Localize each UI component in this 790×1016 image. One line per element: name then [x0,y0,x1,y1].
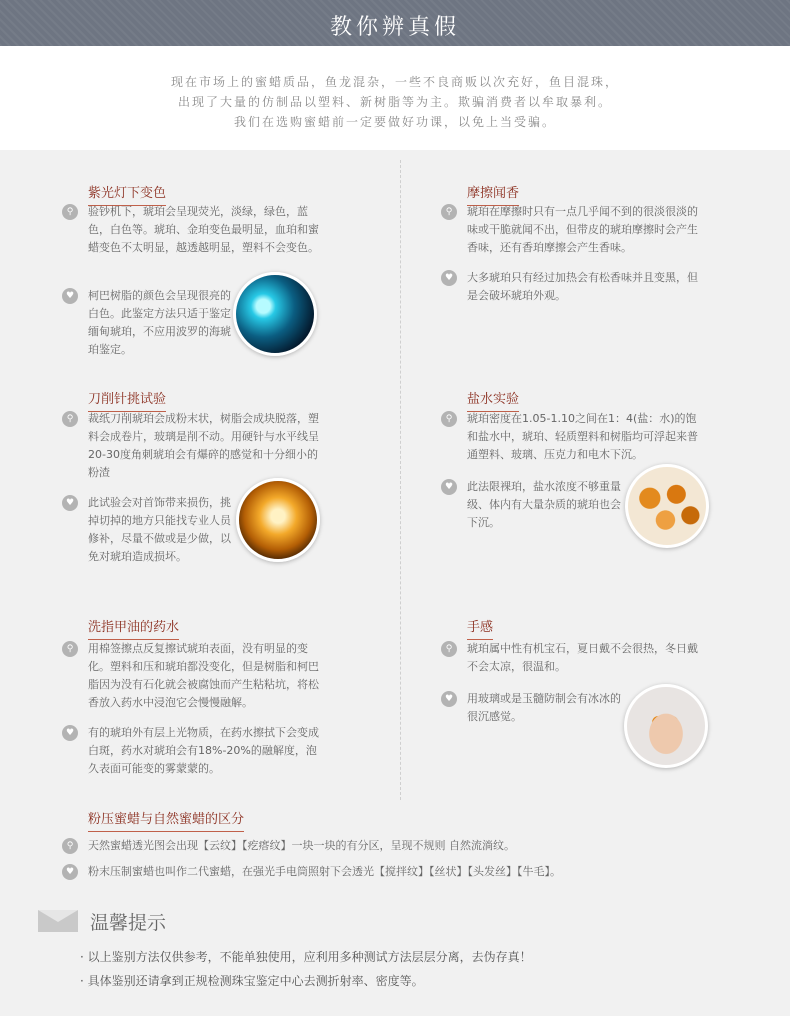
uv-item-2: ♥ 柯巴树脂的颜色会呈现很亮的白色。此鉴定方法只适于鉴定缅甸琥珀，不应用波罗的海琥珀鉴定。 [88,287,232,359]
search-icon: ⚲ [62,411,78,427]
heart-icon: ♥ [62,864,78,880]
smell-item-1: ⚲ 琥珀在摩擦时只有一点几乎闻不到的很淡很淡的味或干脆就闻不出，但带皮的琥珀摩擦时会产生香味，还有香珀摩擦会产生香味。 [467,203,707,257]
nail-item-1: ⚲ 用棉签擦点反复擦试琥珀表面，没有明显的变化。塑料和压和琥珀都没变化，但是树脂和柯巴脂因为没有石化就会被腐蚀而产生粘粘坑，将松香放入药水中浸泡它会慢慢融解。 [88,640,326,712]
section-title-uv: 紫光灯下变色 [88,182,166,206]
tip-line: · 以上鉴别方法仅供参考，不能单独使用，应利用多种测试方法层层分离，去伪存真！ [80,950,532,964]
heart-icon: ♥ [441,270,457,286]
section-title-knife: 刀削针挑试验 [88,388,166,412]
header-banner [0,0,790,46]
feel-item-1: ⚲ 琥珀属中性有机宝石，夏日戴不会很热，冬日戴不会太凉，很温和。 [467,640,707,676]
salt-item-1: ⚲ 琥珀密度在1.05-1.10之间在1：4(盐：水)的饱和盐水中，琥珀、轻质塑料和树脂均可浮起来普通塑料、玻璃、压克力和电木下沉。 [467,410,707,464]
amber-beads-photo [625,464,709,548]
uv-fluorescence-photo [233,272,317,356]
tips-title: 温馨提示 [90,912,167,934]
section-title-feel: 手感 [467,616,493,640]
knife-item-2: ♥ 此试验会对首饰带来损伤，挑掉切掉的地方只能找专业人员修补，尽量不做或是少做，以免对琥珀造成损坏。 [88,494,232,566]
search-icon: ⚲ [441,411,457,427]
search-icon: ⚲ [62,838,78,854]
column-divider [400,160,401,800]
uv-item-1: ⚲ 验钞机下，琥珀会呈现荧光，淡绿，绿色，蓝色，白色等。琥珀、金珀变色最明显，血珀和蜜蜡变色不太明显，越透越明显，塑料不会变色。 [88,203,328,257]
heart-icon: ♥ [62,725,78,741]
search-icon: ⚲ [62,204,78,220]
heart-icon: ♥ [441,691,457,707]
intro-line: 我们在选购蜜蜡前一定要做好功课，以免上当受骗。 [233,115,556,129]
pressed-item-1: ⚲ 天然蜜蜡透光图会出现【云纹】【疙瘩纹】一块一块的有分区，呈现不规则 自然流淌纹。 [88,837,728,855]
envelope-icon [38,910,78,932]
amber-sphere-photo [236,478,320,562]
section-title-salt: 盐水实验 [467,388,519,412]
section-title-nail: 洗指甲油的药水 [88,616,179,640]
heart-icon: ♥ [441,479,457,495]
nail-item-2: ♥ 有的琥珀外有层上光物质，在药水擦拭下会变成白斑，药水对琥珀会有18%-20%的融解度，泡久表面可能变的雾蒙蒙的。 [88,724,326,778]
pressed-item-2: ♥ 粉末压制蜜蜡也叫作二代蜜蜡，在强光手电筒照射下会透光【搅拌纹】【丝状】【头发丝】【牛毛】。 [88,863,728,881]
smell-item-2: ♥ 大多琥珀只有经过加热会有松香味并且变黑，但是会破坏琥珀外观。 [467,269,707,305]
salt-item-2: ♥ 此法限裸珀，盐水浓度不够重量级、体内有大量杂质的琥珀也会下沉。 [467,478,623,532]
feel-item-2: ♥ 用玻璃或是玉髓防制会有冰冰的很沉感觉。 [467,690,623,726]
search-icon: ⚲ [62,641,78,657]
tip-line: · 具体鉴别还请拿到正规检测珠宝鉴定中心去测折射率、密度等。 [80,974,424,988]
heart-icon: ♥ [62,288,78,304]
section-title-smell: 摩擦闻香 [467,182,519,206]
bracelet-hand-photo [624,684,708,768]
intro-text [0,72,790,132]
search-icon: ⚲ [441,204,457,220]
intro-line: 出现了大量的仿制品以塑料、新树脂等为主。欺骗消费者以牟取暴利。 [177,95,612,109]
heart-icon: ♥ [62,495,78,511]
search-icon: ⚲ [441,641,457,657]
section-title-pressed: 粉压蜜蜡与自然蜜蜡的区分 [88,808,244,832]
intro-line: 现在市场上的蜜蜡质品，鱼龙混杂，一些不良商贩以次充好，鱼目混珠， [170,75,619,89]
page-title: 教你辨真假 [329,15,460,40]
knife-item-1: ⚲ 裁纸刀削琥珀会成粉末状，树脂会成块脱落，塑料会成卷片，玻璃是削不动。用硬针与水平线呈20-30度角刺琥珀会有爆碎的感觉和十分细小的粉渣 [88,410,324,482]
